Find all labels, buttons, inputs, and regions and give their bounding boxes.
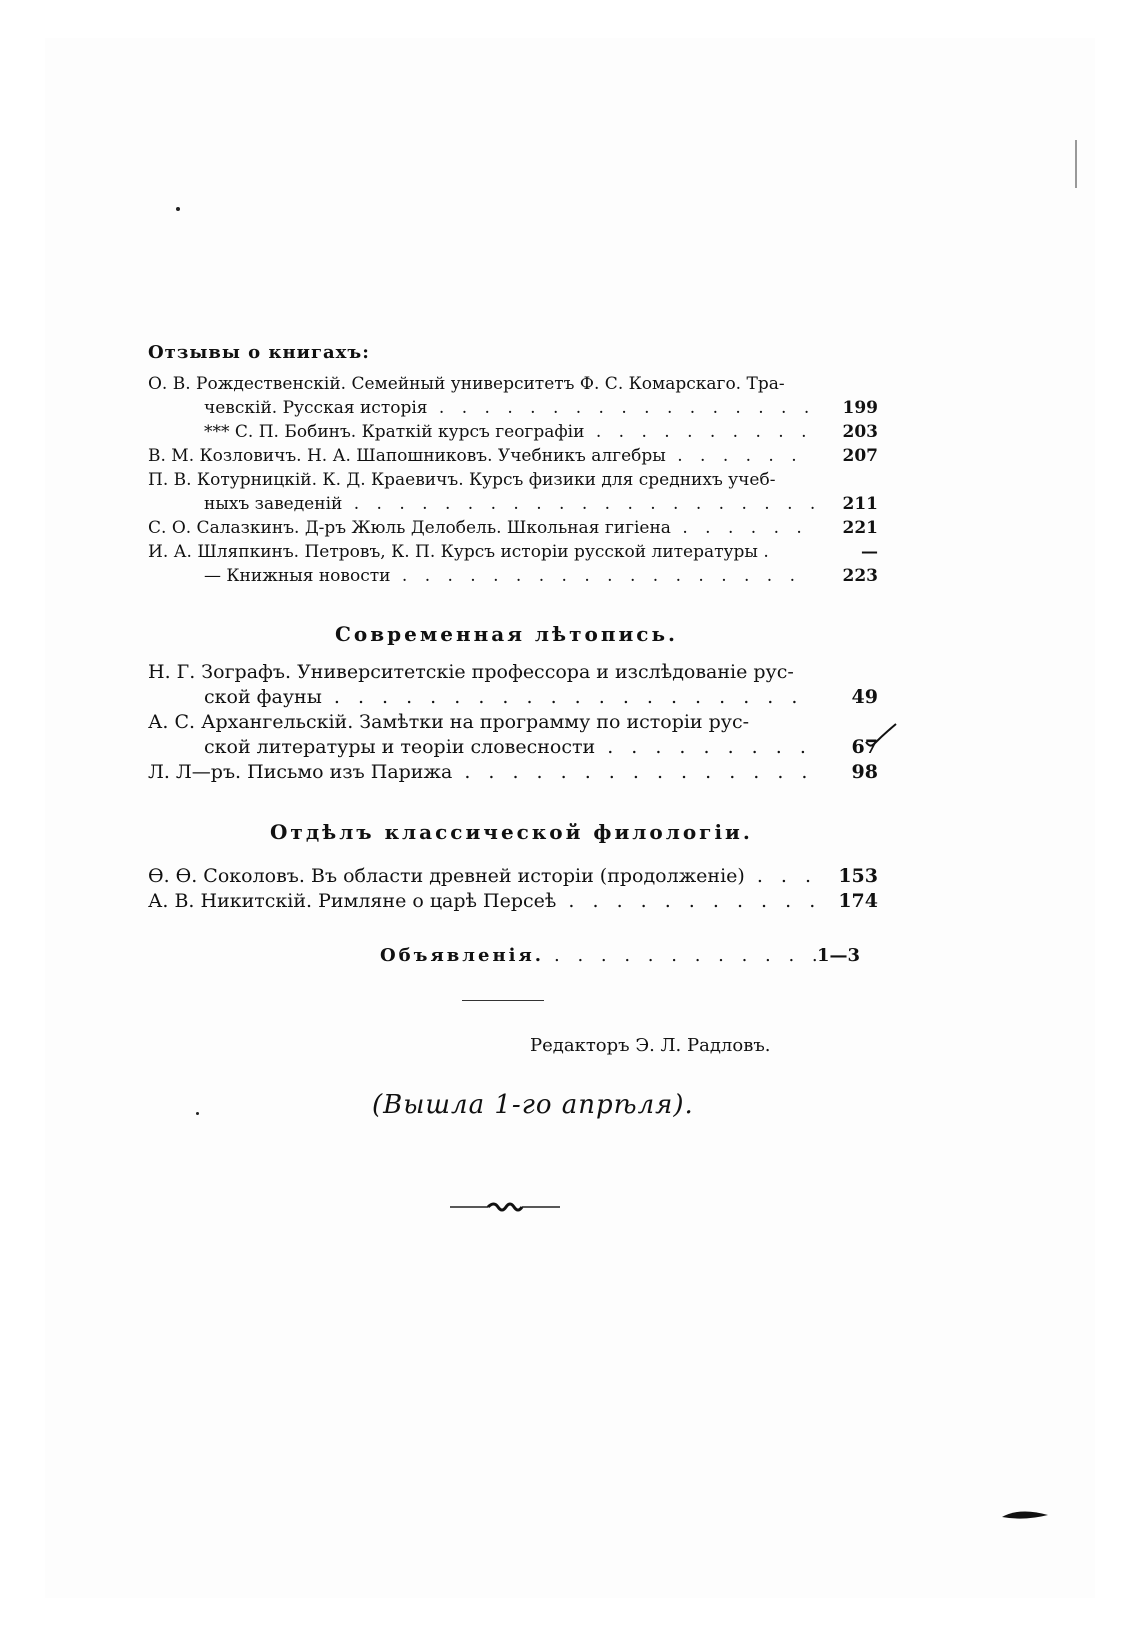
scan-edge-line bbox=[1075, 140, 1077, 188]
ink-speck bbox=[176, 207, 180, 211]
entry-page: 199 bbox=[842, 398, 878, 418]
list-item[interactable] bbox=[148, 710, 878, 735]
checkmark-icon bbox=[862, 722, 902, 752]
entry-text: *** С. П. Бобинъ. Краткій курсъ географіи . . . bbox=[204, 420, 814, 444]
list-item[interactable] bbox=[148, 564, 878, 588]
ink-speck bbox=[196, 1112, 199, 1115]
entry-text: Л. Л—ръ. Письмо изъ Парижа . . . bbox=[148, 760, 814, 785]
list-item[interactable] bbox=[148, 889, 878, 914]
entry-text: П. В. Котурницкій. К. Д. Краевичъ. Курсъ физики для среднихъ учеб- bbox=[148, 470, 776, 490]
editor-line: Редакторъ Э. Л. Радловъ. bbox=[530, 1035, 771, 1056]
handwritten-note: (Вышла 1-го апрѣля). bbox=[372, 1090, 694, 1120]
entry-text: И. А. Шляпкинъ. Петровъ, К. П. Курсъ исторіи русской литературы . bbox=[148, 542, 769, 562]
entry-page: 153 bbox=[838, 865, 878, 887]
page-sheet bbox=[45, 38, 1095, 1598]
entry-text: ской фауны . . . bbox=[204, 685, 814, 710]
entry-text: А. С. Архангельскій. Замѣтки на программу по исторіи рус- bbox=[148, 711, 750, 733]
entry-text: чевскій. Русская исторія . . . bbox=[204, 396, 814, 420]
reviews-heading: Отзывы о книгахъ: bbox=[148, 342, 370, 363]
entry-text: Ѳ. Ѳ. Соколовъ. Въ области древней исторіи (продолженіе) . . . bbox=[148, 864, 814, 889]
chronicle-heading: Современная лѣтопись. bbox=[335, 622, 679, 646]
entry-page: 174 bbox=[838, 890, 878, 912]
ads-entry[interactable] bbox=[380, 945, 880, 966]
entry-page: 207 bbox=[842, 446, 878, 466]
list-item[interactable] bbox=[148, 540, 878, 564]
reviews-list bbox=[148, 372, 878, 588]
entry-page: 98 bbox=[851, 761, 878, 783]
divider-rule bbox=[462, 1000, 544, 1001]
list-item[interactable] bbox=[148, 660, 878, 685]
ornament-flourish-icon bbox=[450, 1195, 560, 1219]
entry-text: С. О. Салазкинъ. Д-ръ Жюль Делобель. Школьная гигіена . . . bbox=[148, 516, 814, 540]
list-item[interactable] bbox=[148, 372, 878, 396]
list-item[interactable] bbox=[148, 444, 878, 468]
chronicle-list bbox=[148, 660, 878, 785]
entry-text: — Книжныя новости . . . bbox=[204, 564, 814, 588]
entry-page: 203 bbox=[842, 422, 878, 442]
entry-text: ныхъ заведеній . . . bbox=[204, 492, 814, 516]
list-item[interactable] bbox=[148, 516, 878, 540]
list-item[interactable] bbox=[148, 468, 878, 492]
classical-list bbox=[148, 864, 878, 914]
list-item[interactable] bbox=[148, 396, 878, 420]
list-item[interactable] bbox=[148, 685, 878, 710]
entry-page: — bbox=[861, 542, 878, 562]
list-item[interactable] bbox=[148, 864, 878, 889]
entry-page: 221 bbox=[842, 518, 878, 538]
list-item[interactable] bbox=[148, 735, 878, 760]
leader-dots: . . . . . . . . . . . . bbox=[554, 945, 824, 966]
entry-text: А. В. Никитскій. Римляне о царѣ Персеѣ . . . bbox=[148, 889, 814, 914]
list-item[interactable] bbox=[148, 492, 878, 516]
entry-text: ской литературы и теоріи словесности . . . bbox=[204, 735, 814, 760]
entry-page: 223 bbox=[842, 566, 878, 586]
list-item[interactable] bbox=[148, 420, 878, 444]
scan-mark-icon bbox=[1000, 1505, 1050, 1525]
entry-text: Н. Г. Зографъ. Университетскіе профессора и изслѣдованіе рус- bbox=[148, 661, 794, 683]
entry-text: В. М. Козловичъ. Н. А. Шапошниковъ. Учебникъ алгебры . . . bbox=[148, 444, 814, 468]
ads-label: Объявленія. bbox=[380, 945, 545, 966]
list-item[interactable] bbox=[148, 760, 878, 785]
entry-text: О. В. Рождественскій. Семейный университетъ Ф. С. Комарскаго. Тра- bbox=[148, 374, 785, 394]
entry-page: 211 bbox=[842, 494, 878, 514]
ads-pages: 1—3 bbox=[816, 945, 860, 966]
classical-heading: Отдѣлъ классической филологіи. bbox=[270, 820, 753, 844]
entry-page: 49 bbox=[851, 686, 878, 708]
entry-page: 67 bbox=[851, 736, 878, 758]
